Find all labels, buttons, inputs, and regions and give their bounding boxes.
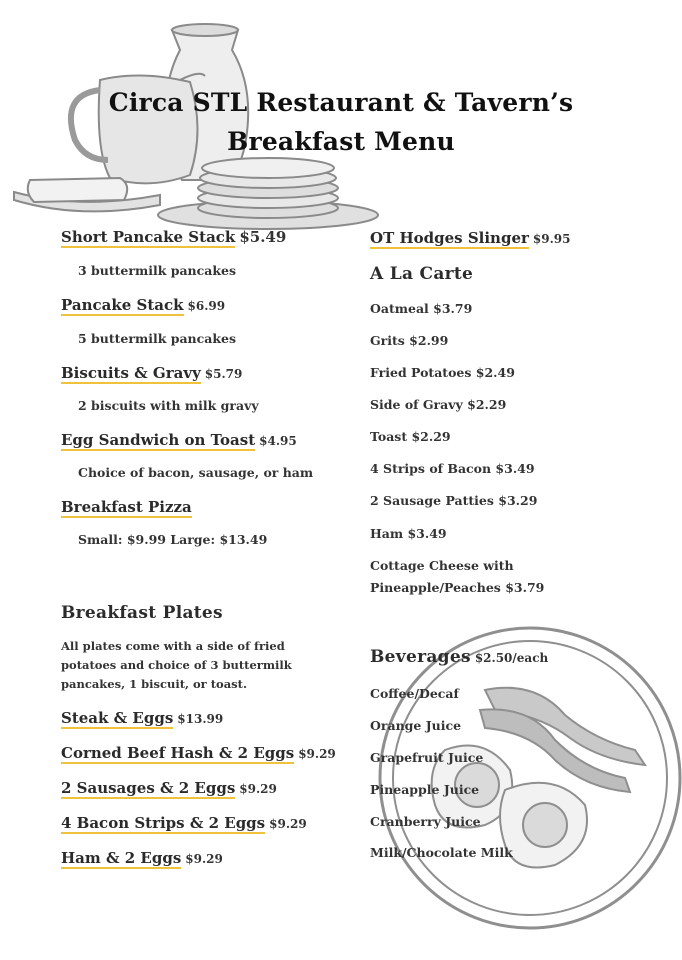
section-heading-breakfast-plates: Breakfast Plates (61, 603, 223, 623)
item-description: Choice of bacon, sausage, or ham (78, 465, 314, 480)
item-price: $4.95 (259, 434, 297, 448)
beverage-item: Pineapple Juice (370, 782, 480, 797)
item-price: $9.95 (532, 232, 571, 246)
item-name: Corned Beef Hash & 2 Eggs (61, 744, 295, 762)
plate-item (61, 743, 336, 762)
item-description: 3 buttermilk pancakes (78, 263, 236, 278)
a-la-carte-item: Grits $2.99 (370, 333, 449, 348)
menu-item-egg-sandwich (61, 430, 297, 449)
menu-title-line1: Circa STL Restaurant & Tavern’s (108, 88, 574, 117)
beverage-item: Cranberry Juice (370, 814, 481, 829)
a-la-carte-item: Oatmeal $3.79 (370, 301, 473, 316)
menu-item-pancake-stack (61, 295, 225, 314)
item-name: Egg Sandwich on Toast (61, 431, 256, 449)
a-la-carte-item: Cottage Cheese with (370, 558, 514, 573)
menu-item-ot-hodges-slinger (370, 228, 570, 247)
section-heading-beverages (370, 647, 548, 667)
item-name: Short Pancake Stack (61, 228, 236, 246)
beverage-item: Coffee/Decaf (370, 686, 459, 701)
a-la-carte-item: Toast $2.29 (370, 429, 451, 444)
plates-note: All plates come with a side of fried potatoes and choice of 3 buttermilk pancakes, 1 biscuit, or toast. (61, 639, 292, 691)
item-price: $9.29 (185, 852, 223, 866)
beverage-item: Grapefruit Juice (370, 750, 484, 765)
plate-item (61, 778, 277, 797)
item-price: $5.49 (239, 228, 287, 246)
item-price: $9.29 (239, 782, 277, 796)
a-la-carte-item: Side of Gravy $2.29 (370, 397, 507, 412)
a-la-carte-item: Ham $3.49 (370, 526, 447, 541)
menu-item-breakfast-pizza (61, 497, 192, 516)
plate-item (61, 813, 307, 832)
menu-title-line2: Breakfast Menu (227, 127, 455, 156)
item-price: $9.29 (269, 817, 307, 831)
plate-item (61, 708, 223, 727)
item-price: $5.79 (204, 367, 243, 381)
section-heading-a-la-carte: A La Carte (370, 264, 474, 284)
a-la-carte-item: Fried Potatoes $2.49 (370, 365, 515, 380)
a-la-carte-item: Pineapple/Peaches $3.79 (370, 580, 545, 595)
item-name: OT Hodges Slinger (370, 229, 529, 247)
menu-item-short-pancake-stack (61, 227, 286, 246)
a-la-carte-item: 2 Sausage Patties $3.29 (370, 493, 538, 508)
item-name: Ham & 2 Eggs (61, 849, 182, 867)
item-name: Biscuits & Gravy (61, 364, 201, 382)
item-description: Small: $9.99 Large: $13.49 (78, 532, 268, 547)
a-la-carte-item: 4 Strips of Bacon $3.49 (370, 461, 535, 476)
beverage-item: Milk/Chocolate Milk (370, 845, 513, 860)
plate-item (61, 848, 223, 867)
beverages-price: $2.50/each (474, 651, 549, 665)
item-name: 4 Bacon Strips & 2 Eggs (61, 814, 266, 832)
item-price: $6.99 (187, 299, 226, 313)
item-name: Steak & Eggs (61, 709, 174, 727)
item-name: Breakfast Pizza (61, 498, 192, 516)
beverage-item: Orange Juice (370, 718, 462, 733)
item-name: Pancake Stack (61, 296, 184, 314)
item-price: $9.29 (298, 747, 336, 761)
item-description: 2 biscuits with milk gravy (78, 398, 259, 413)
beverages-heading: Beverages (370, 647, 471, 667)
menu-item-biscuits-gravy (61, 363, 242, 382)
item-price: $13.99 (177, 712, 224, 726)
item-name: 2 Sausages & 2 Eggs (61, 779, 236, 797)
item-description: 5 buttermilk pancakes (78, 331, 236, 346)
pancakes-pitcher-illustration (0, 10, 390, 235)
